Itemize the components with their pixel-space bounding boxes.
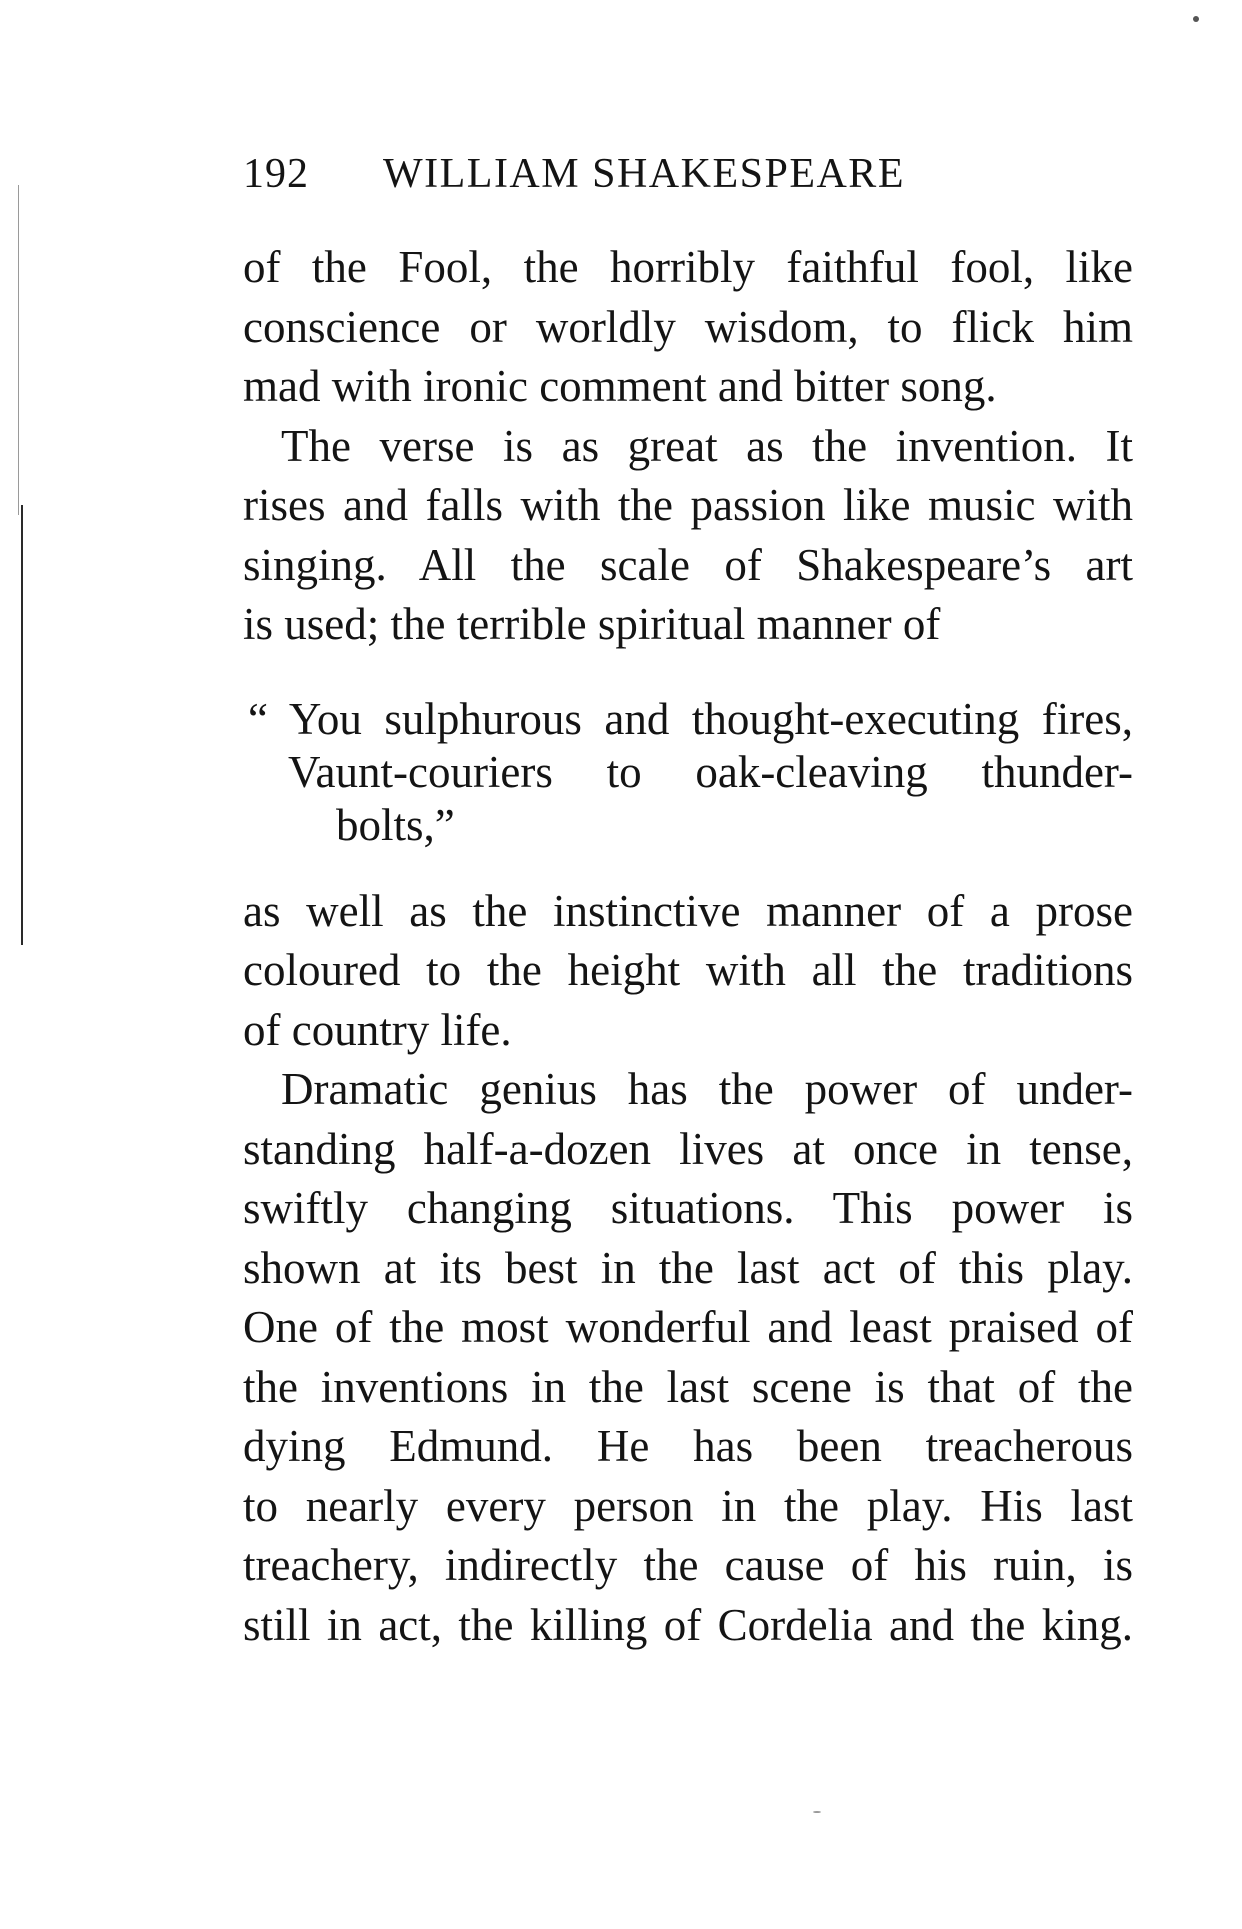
paragraph-3 (243, 882, 1133, 1061)
paragraph-2 (243, 417, 1133, 655)
verse-quotation (243, 693, 1133, 852)
scan-speck (813, 1811, 821, 1813)
text-line: the inventions in the last scene is that of the (243, 1361, 1133, 1412)
text-line: mad with ironic comment and bitter song. (243, 361, 997, 411)
quote-line: Vaunt-couriers to oak-cleaving thunder- (288, 746, 1133, 797)
paragraph-1 (243, 238, 1133, 417)
running-title: WILLIAM SHAKESPEARE (383, 151, 905, 197)
text-line: shown at its best in the last act of this play. (243, 1242, 1133, 1293)
text-line: is used; the terrible spiritual manner of (243, 599, 941, 649)
scan-speck (1193, 16, 1199, 22)
text-line: standing half-a-dozen lives at once in tense, (243, 1123, 1133, 1174)
text-line: as well as the instinctive manner of a prose (243, 885, 1133, 936)
text-line: swiftly changing situations. This power is (243, 1183, 1133, 1233)
text-line: singing. All the scale of Shakespeare’s art (243, 539, 1133, 590)
text-line: of the Fool, the horribly faithful fool, like (243, 242, 1133, 292)
text-line: One of the most wonderful and least praised of (243, 1302, 1133, 1352)
text-line: The verse is as great as the invention. It (281, 420, 1133, 471)
book-page (243, 150, 1133, 1655)
text-line: conscience or worldly wisdom, to flick him (243, 301, 1133, 352)
paragraph-4 (243, 1060, 1133, 1655)
text-line: to nearly every person in the play. His last (243, 1480, 1133, 1531)
quote-line: “ You sulphurous and thought-executing fires, (248, 693, 1133, 744)
text-line: dying Edmund. He has been treacherous (243, 1421, 1133, 1471)
page-number: 192 (243, 151, 309, 197)
page-header (243, 150, 1133, 210)
text-line: of country life. (243, 1004, 512, 1055)
text-line: coloured to the height with all the traditions (243, 945, 1133, 995)
text-line: rises and falls with the passion like music with (243, 480, 1133, 530)
text-line: Dramatic genius has the power of under- (281, 1064, 1133, 1114)
quote-line: bolts,” (336, 799, 455, 850)
binding-edge-line-faint (18, 185, 19, 515)
binding-edge-line (21, 505, 23, 945)
text-line: treachery, indirectly the cause of his ruin, is (243, 1540, 1133, 1590)
text-line: still in act, the killing of Cordelia and the king. (243, 1599, 1133, 1650)
